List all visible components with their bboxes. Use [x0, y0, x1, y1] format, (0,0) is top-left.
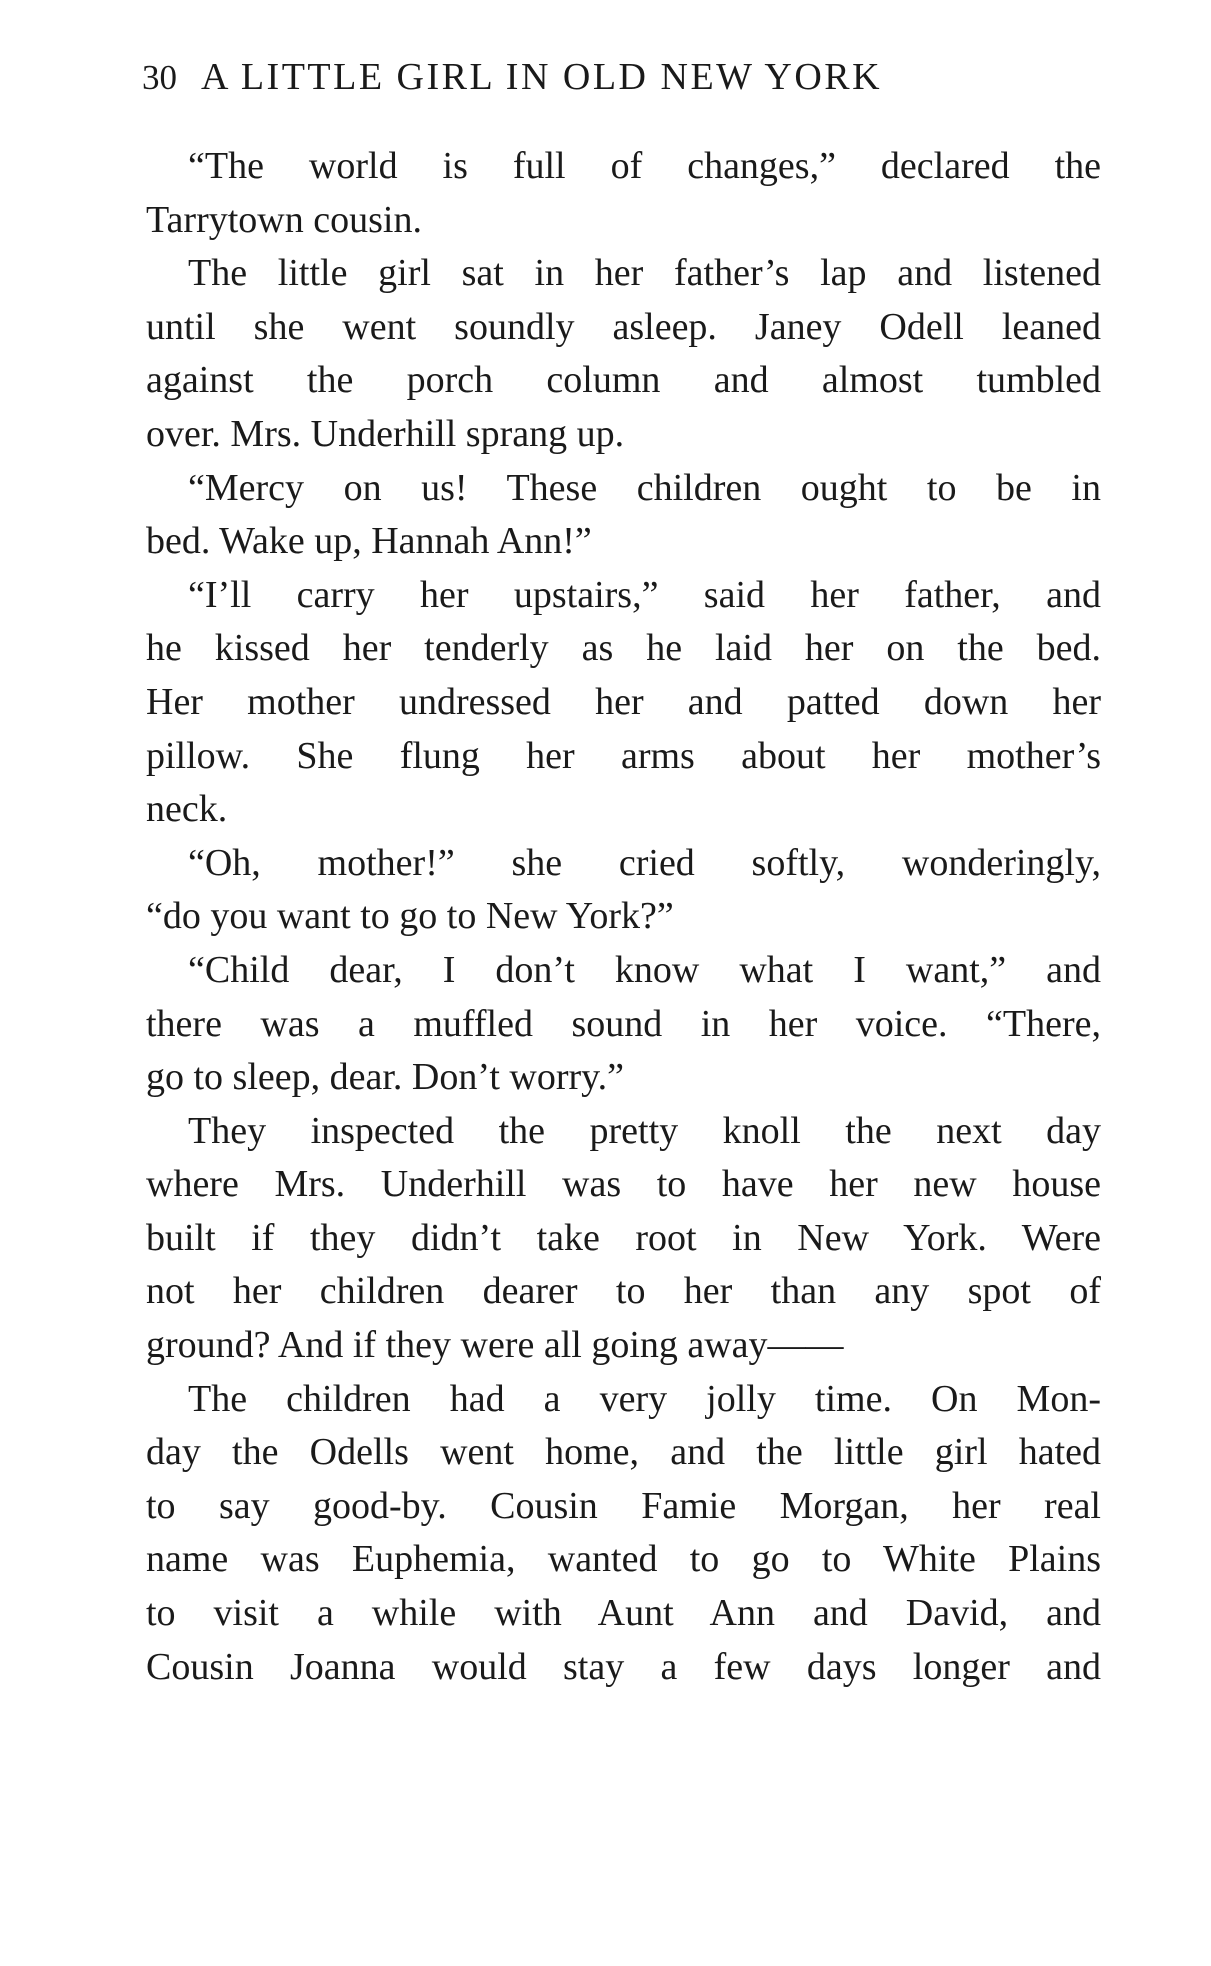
text-line: The little girl sat in her father’s lap and listened [188, 252, 1101, 295]
running-head [142, 52, 1097, 102]
text-line: pillow. She flung her arms about her mother’s [146, 734, 1101, 777]
text-line: “I’ll carry her upstairs,” said her father, and [188, 573, 1101, 616]
text-line: The children had a very jolly time. On Mon- [188, 1377, 1101, 1420]
text-line: “do you want to go to New York?” [146, 895, 674, 938]
text-line: not her children dearer to her than any spot of [146, 1270, 1101, 1313]
text-line: to visit a while with Aunt Ann and David, and [146, 1592, 1101, 1635]
text-line: against the porch column and almost tumbled [146, 359, 1101, 402]
text-line: ground? And if they were all going away—— [146, 1324, 844, 1367]
text-line: “Mercy on us! These children ought to be in [188, 466, 1101, 509]
text-line: Cousin Joanna would stay a few days longer and [146, 1645, 1101, 1688]
text-line: go to sleep, dear. Don’t worry.” [146, 1056, 625, 1099]
page-number: 30 [142, 58, 177, 97]
text-line: over. Mrs. Underhill sprang up. [146, 412, 625, 455]
text-line: “The world is full of changes,” declared the [188, 145, 1101, 187]
text-line: he kissed her tenderly as he laid her on the bed. [146, 627, 1101, 670]
text-line: to say good-by. Cousin Famie Morgan, her real [146, 1484, 1101, 1527]
text-line: where Mrs. Underhill was to have her new house [146, 1163, 1101, 1206]
body-text [146, 140, 1101, 1694]
running-title: A LITTLE GIRL IN OLD NEW YORK [201, 56, 883, 98]
text-line: bed. Wake up, Hannah Ann!” [146, 520, 592, 563]
text-line: until she went soundly asleep. Janey Odell leaned [146, 305, 1101, 348]
text-line: “Child dear, I don’t know what I want,” and [188, 948, 1101, 991]
text-line: day the Odells went home, and the little girl hated [146, 1431, 1101, 1474]
text-line: there was a muffled sound in her voice. “There, [146, 1002, 1101, 1045]
text-line: built if they didn’t take root in New York. Were [146, 1216, 1101, 1259]
text-line: “Oh, mother!” she cried softly, wonderingly, [188, 841, 1101, 884]
text-line: Tarrytown cousin. [146, 198, 422, 241]
text-line: name was Euphemia, wanted to go to White Plains [146, 1538, 1101, 1581]
text-line: Her mother undressed her and patted down her [146, 680, 1101, 723]
text-line: They inspected the pretty knoll the next day [188, 1109, 1101, 1152]
text-line: neck. [146, 788, 228, 831]
